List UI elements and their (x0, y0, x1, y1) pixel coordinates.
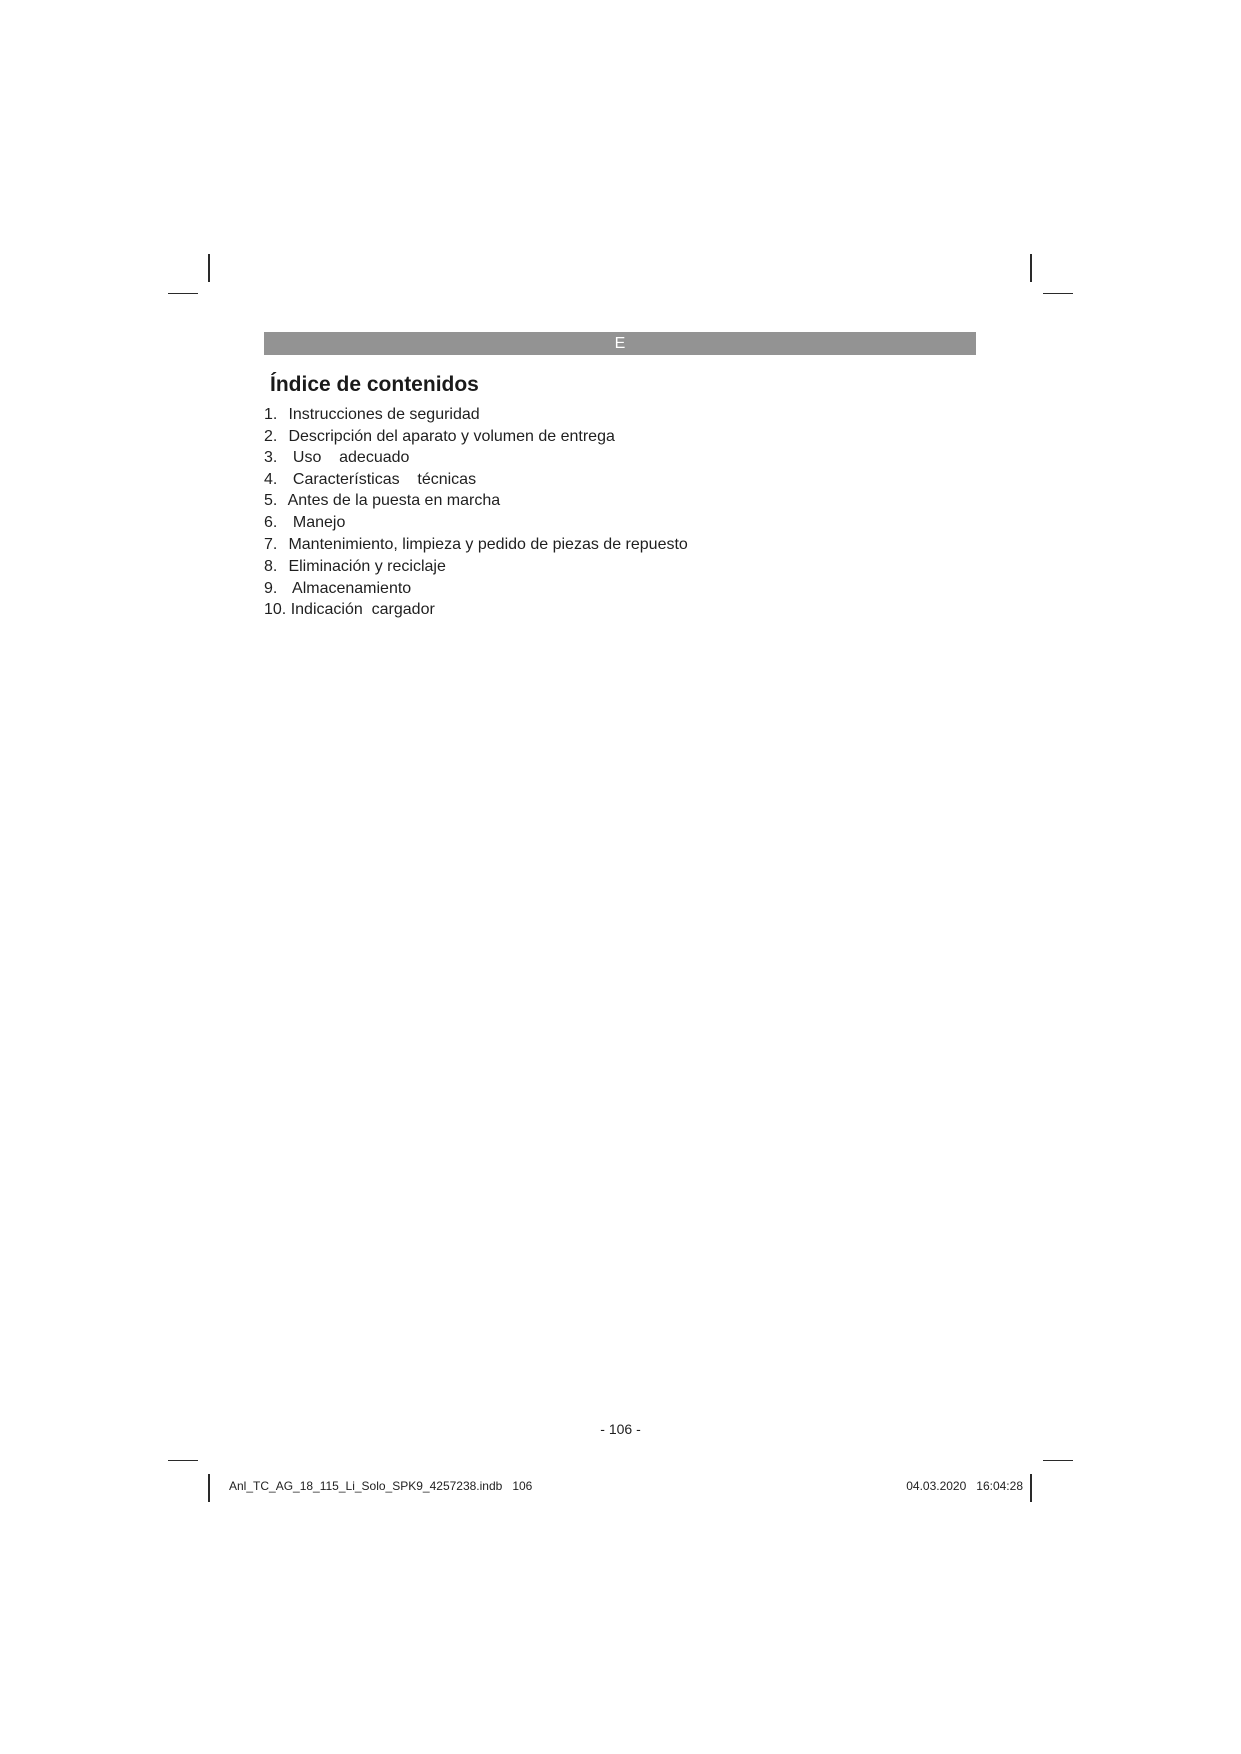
crop-mark-bottom-right-horizontal (1043, 1460, 1073, 1461)
toc-item (264, 469, 688, 491)
toc-item-number: 6. (264, 513, 278, 531)
toc-item-label: Mantenimiento, limpieza y pedido de piezas de repuesto (288, 535, 688, 553)
toc-item-label: Instrucciones de seguridad (288, 406, 480, 423)
toc-item-label: Características técnicas (292, 470, 477, 488)
toc-item-number: 4. (264, 470, 278, 488)
toc-item-label: Uso adecuado (292, 449, 410, 467)
toc-item-label: Descripción del aparato y volumen de entrega (288, 427, 615, 445)
crop-mark-bottom-right-vertical (1030, 1474, 1032, 1502)
crop-mark-top-right-vertical (1030, 254, 1032, 282)
toc-item (264, 404, 688, 426)
toc-item (264, 426, 688, 448)
toc-item-label: Eliminación y reciclaje (288, 558, 446, 576)
toc-item (264, 447, 688, 469)
footer-file-info: Anl_TC_AG_18_115_Li_Solo_SPK9_4257238.indb 106 (229, 1479, 533, 1493)
crop-mark-bottom-left-horizontal (168, 1460, 198, 1461)
toc-item-number: 5. (264, 492, 278, 510)
toc-item (264, 490, 688, 512)
footer-date-time: 04.03.2020 16:04:28 (906, 1479, 1023, 1493)
toc-title: Índice de contenidos (270, 373, 479, 396)
toc-item (264, 512, 688, 534)
toc-item-number: 8. (264, 558, 278, 576)
language-code: E (614, 335, 626, 352)
crop-mark-top-left-horizontal (168, 293, 198, 294)
toc-item-label: Indicación cargador (290, 601, 435, 619)
crop-mark-bottom-left-vertical (208, 1474, 210, 1502)
toc-item-label: Almacenamiento (292, 579, 412, 597)
toc-item (264, 534, 688, 556)
toc-item (264, 556, 688, 578)
toc-list (264, 404, 688, 621)
crop-mark-top-right-horizontal (1043, 293, 1073, 294)
toc-item-label: Antes de la puesta en marcha (287, 492, 501, 510)
toc-item (264, 599, 688, 621)
page-number: - 106 - (600, 1421, 641, 1437)
toc-item-number: 7. (264, 535, 278, 553)
language-header-bar (264, 332, 976, 355)
toc-item-number: 1. (264, 406, 278, 423)
toc-item-label: Manejo (292, 513, 346, 531)
toc-item-number: 10. (264, 601, 287, 619)
toc-item (264, 578, 688, 600)
toc-item-number: 3. (264, 449, 278, 467)
toc-item-number: 2. (264, 427, 278, 445)
crop-mark-top-left-vertical (208, 254, 210, 282)
toc-item-number: 9. (264, 579, 278, 597)
